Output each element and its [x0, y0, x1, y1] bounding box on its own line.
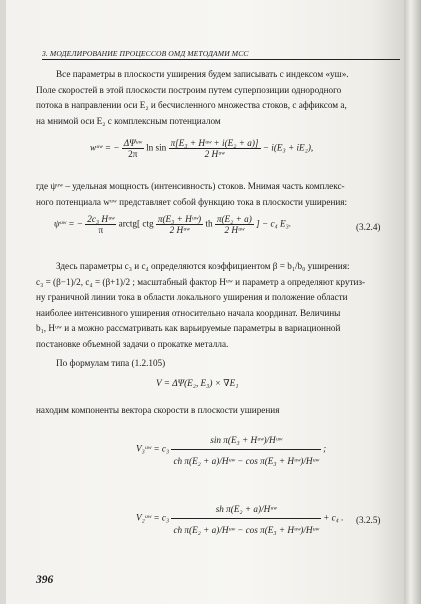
page-number: 396: [36, 574, 54, 586]
eq-numerator: π[E₃ + Hᵘʷ + i(E₂ + a)]: [170, 138, 259, 148]
eq-fraction: [122, 138, 144, 159]
eq-tail: ] − c₄ E₃.: [256, 218, 292, 229]
text-line: b₁, Hᵘʷ и a можно рассматривать как варьируемые параметры в вариационной: [36, 323, 341, 334]
eq-numerator: π(E₃ + Hᵘʷ): [157, 214, 202, 224]
text-line: Все параметры в плоскости уширения будем записывать с индексом «уш».: [56, 69, 349, 79]
eq-denominator: 2π: [128, 149, 138, 159]
eq-numerator: ΔΨᵘʷ: [123, 138, 142, 148]
eq-lhs: wᵘʷ = −: [90, 142, 120, 153]
equation-stream-function: [54, 214, 291, 235]
text-line: ного потенциала wᵘʷ представляет собой функцию тока в плоскости уширения:: [36, 196, 348, 207]
running-head: 3. МОДЕЛИРОВАНИЕ ПРОЦЕССОВ ОМД МЕТОДАМИ МСС: [42, 49, 400, 60]
equation-complex-potential: [90, 138, 313, 159]
text-line: наиболее интенсивного уширения относительно начала координат. Величины: [36, 307, 341, 318]
eq-lhs: V₂ᵘʷ = c₃: [136, 512, 170, 523]
eq-denominator: π: [98, 225, 104, 235]
paragraph-1: [36, 67, 392, 129]
equation-velocity-v3: [136, 425, 326, 474]
eq-function: ln sin: [146, 142, 167, 153]
eq-denominator: ch π(E₂ + a)/Hᵘʷ − cos π(E₃ + Hᵘʷ)/Hᵘʷ: [173, 525, 319, 535]
eq-function: th: [205, 218, 213, 229]
equation-velocity-v2: [136, 494, 343, 543]
text-line: на мнимой оси E₂ с комплексным потенциалом: [36, 115, 221, 126]
paragraph-4: [36, 356, 392, 372]
text-line: Поле скоростей в этой плоскости построим путем суперпозиции однородного: [36, 84, 342, 95]
equation-velocity-vector: V = ΔΨ(E₂, E₃) × ∇E₁: [156, 378, 239, 388]
book-page: [6, 0, 404, 604]
text-line: находим компоненты вектора скорости в плоскости уширения: [36, 405, 280, 415]
book-spine: [404, 0, 421, 604]
eq-tail: + c₄ .: [323, 512, 344, 523]
eq-fraction: [85, 214, 116, 235]
text-line: Здесь параметры c₃ и c₄ определяются коэффициентом β = b₁/b₀ уширения:: [56, 261, 350, 271]
eq-lhs: V₃ᵘʷ = c₃: [136, 443, 170, 454]
text-line: постановке объемной задачи о прокатке металла.: [36, 338, 229, 349]
paragraph-5: [36, 403, 392, 419]
eq-numerator: sh π(E₂ + a)/Hᵘʷ: [171, 494, 320, 519]
eq-numerator: sin π(E₃ + Hᵘʷ)/Hᵘʷ: [171, 425, 320, 450]
eq-denominator: 2 Hᵘʷ: [204, 149, 225, 159]
eq-fraction: [171, 494, 320, 543]
text-line: потока в направлении оси E₂ и бесчисленного множества стоков, с аффиксом a,: [36, 100, 347, 111]
paragraph-2: [36, 179, 392, 210]
paragraph-3: [36, 259, 392, 353]
eq-fraction: [215, 214, 254, 235]
text-line: где ψᵘʷ – удельная мощность (интенсивность) стоков. Мнимая часть комплекс-: [36, 181, 345, 191]
eq-numerator: 2c₃ Hᵘʷ: [87, 214, 115, 224]
eq-tail: − i(E₃ + iE₂),: [262, 142, 314, 153]
eq-function: arctg[ ctg: [118, 218, 154, 229]
eq-fraction: [169, 138, 261, 159]
equation-number: (3.2.5): [356, 515, 381, 525]
text-line: c₃ = (β−1)/2, c₄ = (β+1)/2 ; масштабный фактор Hᵘʷ и параметр a определяют крутиз-: [36, 276, 366, 287]
eq-tail: ;: [323, 443, 327, 454]
eq-fraction: [156, 214, 203, 235]
eq-fraction: [171, 425, 320, 474]
eq-denominator: 2 Hᵘʷ: [169, 225, 190, 235]
eq-denominator: 2 Hᵘʷ: [224, 225, 245, 235]
eq-denominator: ch π(E₂ + a)/Hᵘʷ − cos π(E₃ + Hᵘʷ)/Hᵘʷ: [173, 456, 319, 466]
equation-number: (3.2.4): [356, 222, 381, 232]
eq-numerator: π(E₂ + a): [216, 214, 252, 224]
eq-lhs: ψᵘʷ = −: [54, 218, 83, 229]
text-line: ну граничной линии тока в области локального уширения и положение области: [36, 292, 348, 303]
text-line: По формулам типа (1.2.105): [56, 358, 166, 368]
